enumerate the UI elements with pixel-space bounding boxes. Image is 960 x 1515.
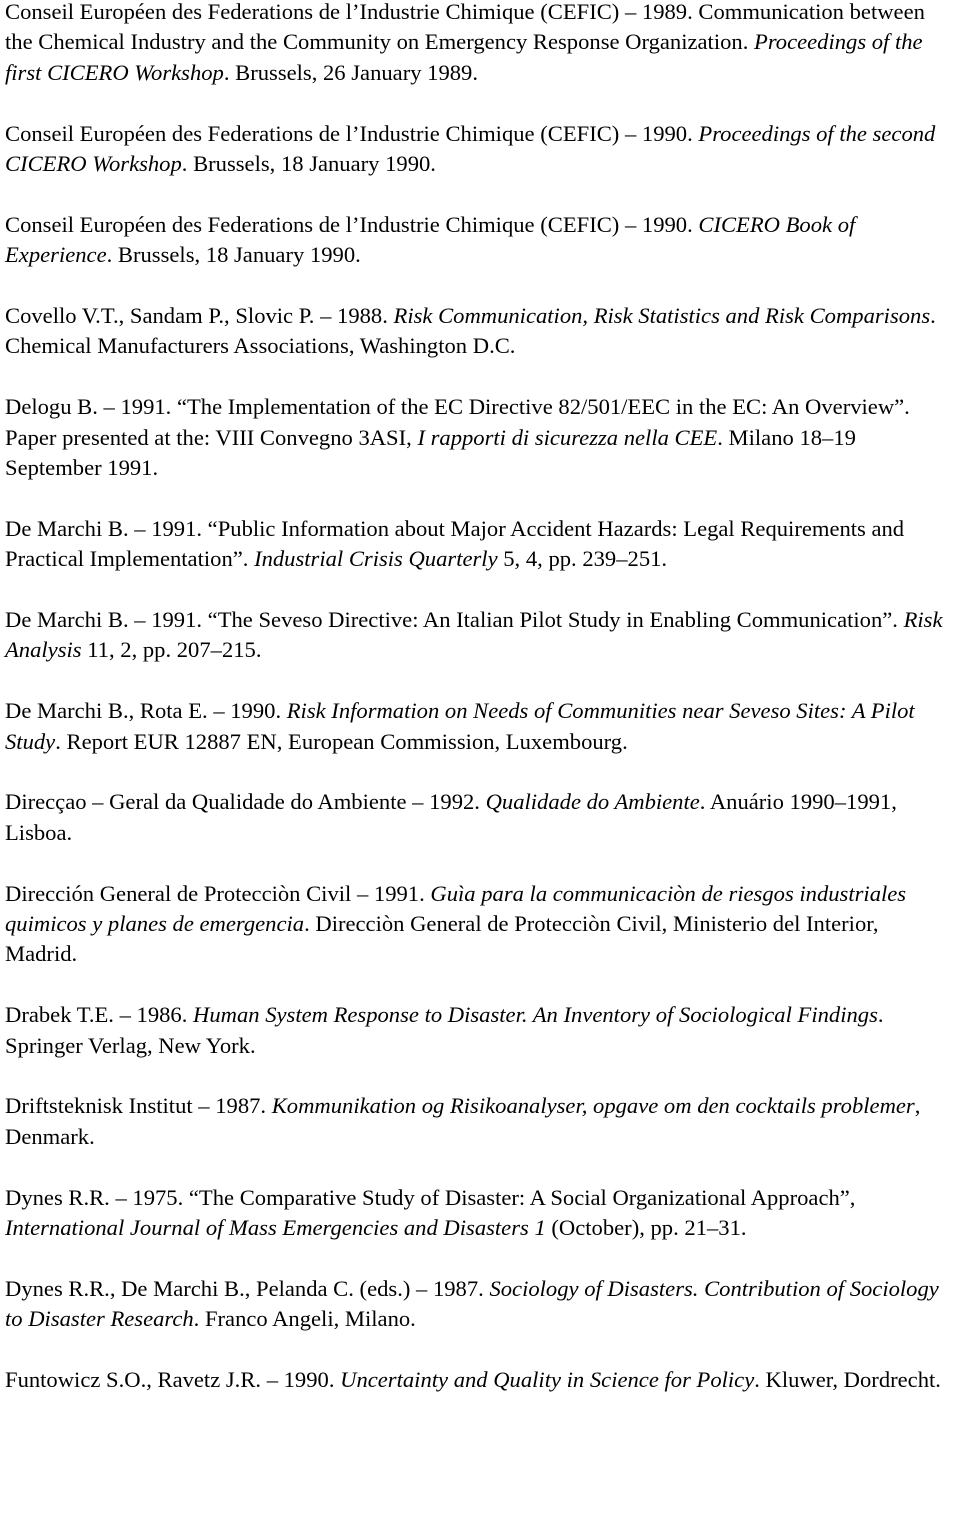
reference-text: , Denmark. xyxy=(5,1093,921,1149)
reference-text: . Direcciòn General de Protecciòn Civil, Ministerio del Interior, Madrid. xyxy=(5,911,879,967)
reference-text: Conseil Européen des Federations de l’Industrie Chimique (CEFIC) – 1989. Communication between the Chemical Industry and the Community on Emergency Response Organization. xyxy=(5,0,925,55)
reference-text: Delogu B. – 1991. “The Implementation of the EC Directive 82/501/EEC in the EC: An Overview”. Paper presented at the: VIII Convegno 3ASI, xyxy=(5,394,910,450)
reference-title: Risk Communication, Risk Statistics and Risk Comparisons xyxy=(393,303,931,329)
reference-entry xyxy=(5,514,955,575)
reference-title: Proceedings of the first CICERO Workshop xyxy=(5,29,923,85)
reference-text: Direcçao – Geral da Qualidade do Ambiente – 1992. xyxy=(5,789,486,815)
reference-entry xyxy=(5,1274,955,1335)
reference-text: . Springer Verlag, New York. xyxy=(5,1002,884,1058)
reference-text: . Brussels, 18 January 1990. xyxy=(181,151,436,177)
reference-entry xyxy=(5,605,955,666)
reference-text: Funtowicz S.O., Ravetz J.R. – 1990. xyxy=(5,1367,341,1393)
reference-title: Guìa para la communicaciòn de riesgos industriales quimicos y planes de emergencia xyxy=(5,880,907,937)
reference-title: Sociology of Disasters. Contribution of Sociology to Disaster Research xyxy=(5,1275,939,1332)
reference-text: . Chemical Manufacturers Associations, Washington D.C. xyxy=(5,303,936,359)
reference-title: Kommunikation og Risikoanalyser, opgave om den cocktails problemer xyxy=(271,1093,915,1119)
reference-entry xyxy=(5,1365,955,1395)
reference-text: . Kluwer, Dordrecht. xyxy=(754,1367,941,1393)
reference-text: Dirección General de Protecciòn Civil – 1991. xyxy=(5,880,431,906)
reference-text: (October), pp. 21–31. xyxy=(545,1215,747,1241)
reference-text: 5, 4, pp. 239–251. xyxy=(497,546,668,572)
reference-entry xyxy=(5,301,955,362)
reference-text: Dynes R.R., De Marchi B., Pelanda C. (eds.) – 1987. xyxy=(5,1275,490,1301)
reference-title: Proceedings of the second CICERO Workshop xyxy=(5,120,936,177)
reference-title: CICERO Book of Experience xyxy=(5,211,856,268)
reference-entry xyxy=(5,0,955,88)
reference-text: Driftsteknisk Institut – 1987. xyxy=(5,1093,272,1119)
reference-title: International Journal of Mass Emergencies and Disasters 1 xyxy=(5,1215,546,1241)
reference-entry xyxy=(5,392,955,483)
reference-title: I rapporti di sicurezza nella CEE xyxy=(417,424,718,450)
reference-text: 11, 2, pp. 207–215. xyxy=(81,637,262,663)
reference-entry xyxy=(5,210,955,271)
reference-text: Conseil Européen des Federations de l’Industrie Chimique (CEFIC) – 1990. xyxy=(5,211,699,237)
reference-entry xyxy=(5,696,955,757)
reference-title: Human System Response to Disaster. An Inventory of Sociological Findings xyxy=(193,1002,878,1028)
reference-list xyxy=(5,0,955,1395)
reference-title: Uncertainty and Quality in Science for Policy xyxy=(340,1367,755,1393)
reference-title: Industrial Crisis Quarterly xyxy=(254,546,498,572)
reference-title: Risk Analysis xyxy=(5,607,943,663)
reference-entry xyxy=(5,1000,955,1061)
reference-text: Dynes R.R. – 1975. “The Comparative Study of Disaster: A Social Organizational Approach”, xyxy=(5,1184,856,1210)
reference-text: . Brussels, 18 January 1990. xyxy=(106,242,361,268)
reference-entry xyxy=(5,1183,955,1244)
reference-title: Qualidade do Ambiente xyxy=(485,789,700,815)
reference-entry xyxy=(5,787,955,848)
reference-text: . Anuário 1990–1991, Lisboa. xyxy=(5,789,897,845)
reference-text: Drabek T.E. – 1986. xyxy=(5,1002,194,1028)
reference-text: De Marchi B., Rota E. – 1990. xyxy=(5,698,287,724)
reference-text: Covello V.T., Sandam P., Slovic P. – 1988. xyxy=(5,303,394,329)
reference-text: . Milano 18–19 September 1991. xyxy=(5,424,856,481)
reference-entry xyxy=(5,119,955,180)
reference-text: . Franco Angeli, Milano. xyxy=(193,1306,416,1332)
reference-title: Risk Information on Needs of Communities near Seveso Sites: A Pilot Study xyxy=(5,698,915,754)
reference-text: . Report EUR 12887 EN, European Commission, Luxembourg. xyxy=(55,728,628,754)
reference-text: De Marchi B. – 1991. “The Seveso Directive: An Italian Pilot Study in Enabling Communication”. xyxy=(5,607,904,633)
reference-text: De Marchi B. – 1991. “Public Information about Major Accident Hazards: Legal Requirements and Practical Implementation”. xyxy=(5,515,905,572)
reference-entry xyxy=(5,1091,955,1152)
reference-text: Conseil Européen des Federations de l’Industrie Chimique (CEFIC) – 1990. xyxy=(5,120,699,146)
reference-entry xyxy=(5,879,955,970)
reference-text: . Brussels, 26 January 1989. xyxy=(223,59,479,85)
